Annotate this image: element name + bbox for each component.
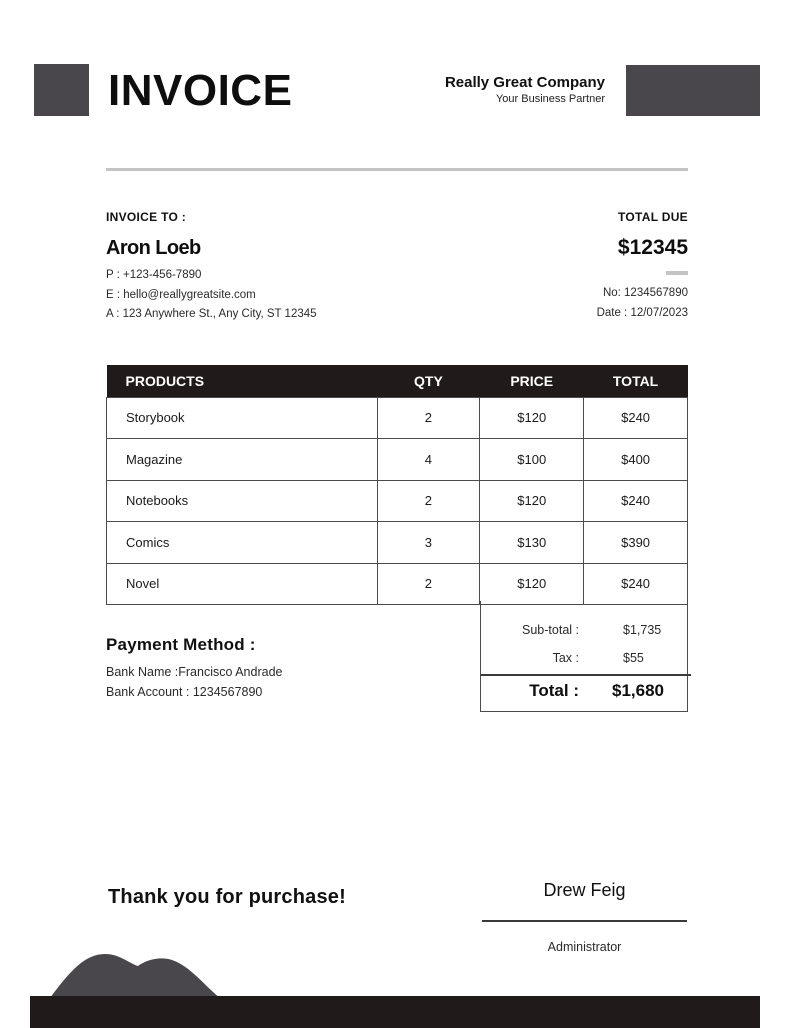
bill-to-label: INVOICE TO :: [106, 210, 187, 224]
total-due-section: [448, 210, 688, 323]
header-qty: QTY: [377, 365, 480, 397]
cell-price: $120: [480, 480, 584, 522]
signer-name: Drew Feig: [543, 880, 626, 900]
totals-box: [480, 601, 688, 712]
payment-section: [106, 634, 282, 702]
table-row: [107, 439, 688, 481]
header-total: TOTAL: [584, 365, 688, 397]
company-name: Really Great Company: [444, 74, 605, 91]
footer-bar: [30, 996, 760, 1028]
cell-price: $100: [480, 439, 584, 481]
tax-label: Tax :: [552, 651, 579, 665]
cell-product: Storybook: [107, 397, 378, 439]
cell-price: $120: [480, 563, 584, 605]
grand-total-label: Total :: [529, 681, 579, 700]
cell-product: Comics: [107, 522, 378, 564]
company-tagline: Your Business Partner: [495, 93, 605, 105]
bank-name: Bank Name :Francisco Andrade: [106, 665, 283, 679]
header-divider: [106, 168, 688, 171]
invoice-number: No: 1234567890: [602, 287, 688, 299]
cell-total: $390: [584, 522, 688, 564]
client-email: E : hello@reallygreatsite.com: [106, 288, 256, 301]
bill-to-section: [106, 210, 406, 325]
bank-account: Bank Account : 1234567890: [106, 685, 263, 699]
company-block: [445, 74, 605, 106]
client-address: A : 123 Anywhere St., Any City, ST 12345: [106, 308, 317, 320]
invoice-title: INVOICE: [108, 66, 293, 115]
cell-price: $120: [480, 397, 584, 439]
decorative-block-right: [626, 65, 760, 116]
due-divider: [666, 271, 688, 275]
table-row: [107, 522, 688, 564]
cell-total: $240: [584, 397, 688, 439]
client-contacts: [106, 266, 406, 325]
table-row: [107, 563, 688, 605]
totals-divider: [481, 674, 691, 676]
payment-details: [106, 662, 282, 702]
table-header-row: [107, 365, 688, 397]
mountain-decoration: [50, 946, 220, 998]
cell-qty: 2: [377, 397, 480, 439]
cell-qty: 2: [377, 480, 480, 522]
tax-value: $55: [623, 651, 644, 665]
payment-title: Payment Method :: [106, 635, 256, 654]
cell-total: $400: [584, 439, 688, 481]
items-table: [106, 365, 688, 605]
cell-product: Novel: [107, 563, 378, 605]
decorative-block-left: [34, 64, 89, 116]
cell-qty: 4: [377, 439, 480, 481]
cell-total: $240: [584, 563, 688, 605]
table-row: [107, 480, 688, 522]
thank-you-message: Thank you for purchase!: [108, 886, 346, 908]
cell-product: Magazine: [107, 439, 378, 481]
table-row: [107, 397, 688, 439]
cell-qty: 2: [377, 563, 480, 605]
cell-price: $130: [480, 522, 584, 564]
invoice-date: Date : 12/07/2023: [596, 306, 688, 319]
cell-total: $240: [584, 480, 688, 522]
total-due-label: TOTAL DUE: [617, 210, 688, 224]
client-phone: P : +123-456-7890: [106, 269, 202, 281]
grand-total-value: $1,680: [612, 681, 664, 700]
subtotal-label: Sub-total :: [522, 623, 579, 637]
cell-qty: 3: [377, 522, 480, 564]
cell-product: Notebooks: [107, 480, 378, 522]
total-due-amount: $12345: [617, 236, 688, 259]
subtotal-value: $1,735: [623, 623, 662, 637]
client-name: Aron Loeb: [106, 237, 201, 259]
signer-role: Administrator: [547, 940, 622, 954]
header-products: PRODUCTS: [107, 365, 378, 397]
signature-line: [482, 920, 687, 922]
header-price: PRICE: [480, 365, 584, 397]
